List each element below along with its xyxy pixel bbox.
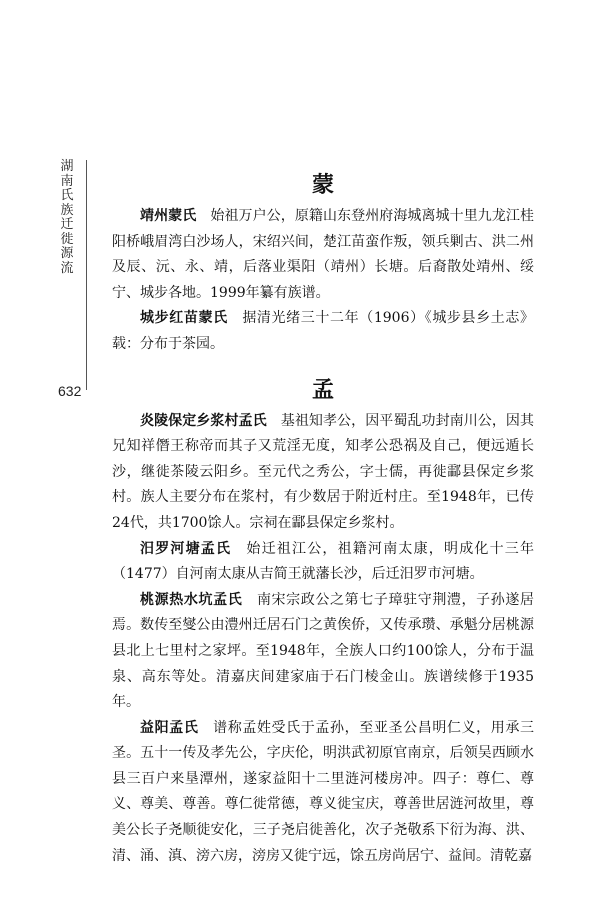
clan-entry	[112, 588, 534, 716]
page-number: 632	[58, 383, 82, 399]
surname-heading-meng-2: 孟	[311, 377, 334, 403]
clan-description: 基祖知孝公，因平蜀乱功封南川公，因其兄知祥僭王称帝而其子又荒淫无度，知孝公恐祸及自己，便远遁长沙，继徙茶陵云阳乡。至元代之秀公，字士儒，再徙酃县保定乡浆村。族人主要分布在浆村，有少数居于附近村庄。至1948年，已传24代，共1700馀人。宗祠在酃县保定乡浆村。	[112, 412, 535, 531]
main-text-column	[112, 168, 534, 869]
clan-description: 谱称孟姓受氏于孟孙，至亚圣公昌明仁义，用承三圣。五十一传及孝先公，字庆伦，明洪武初原官南京，后领吴西顾水县三百户来垦潭州，遂家益阳十二里涟河楼房冲。四子：尊仁、尊义、尊美、尊善。尊仁徙常德，尊义徙宝庆，尊善世居涟河故里，尊美公长子尧顺徙安化，三子尧启徙善化，次子尧敬系下衍为海、洪、清、涌、滇、滂六房，滂房又徙宁远，馀五房尚居宁、益间。清乾嘉	[112, 719, 535, 864]
clan-name: 城步红苗蒙氏	[140, 310, 228, 327]
clan-entry	[112, 716, 534, 870]
running-title: 湖南氏族迁徙源流	[60, 159, 74, 276]
clan-description: 南宋宗政公之第七子璋驻守荆澧，子孙遂居焉。数传至燮公由澧州迁居石门之黄俟侨，又传承瓒、承魁分居桃源县北上七里村之家坪。至1948年，全族人口约100馀人，分布于温泉、高东等处。清嘉庆间建家庙于石门棱金山。族谱续修于1935年。	[112, 591, 535, 711]
clan-name: 靖州蒙氏	[140, 208, 197, 224]
surname-heading-meng: 蒙	[311, 173, 334, 198]
clan-name: 益阳孟氏	[140, 719, 199, 736]
clan-name: 炎陵保定乡浆村孟氏	[140, 412, 267, 429]
clan-description: 始迁祖江公，祖籍河南太康，明成化十三年（1477）自河南太康从吉简王就藩长沙，后迁汨罗市河塘。	[112, 540, 535, 583]
margin-divider	[86, 160, 87, 390]
clan-entry	[112, 409, 534, 537]
clan-name: 桃源热水坑孟氏	[140, 591, 243, 608]
clan-entry	[112, 204, 534, 306]
clan-entry	[112, 306, 534, 357]
clan-description: 始祖万户公，原籍山东登州府海城离城十里九龙江桂阳桥峨眉湾白沙场人，宋绍兴间，楚江苗蛮作叛，领兵剿古、洪二州及辰、沅、永、靖，后落业渠阳（靖州）长塘。后裔散处靖州、绥宁、城步各地。1999年纂有族谱。	[112, 208, 535, 301]
clan-name: 汨罗河塘孟氏	[140, 540, 232, 557]
clan-entry	[112, 537, 534, 588]
clan-description: 据清光绪三十二年（1906）《城步县乡土志》载：分布于茶园。	[112, 310, 534, 352]
